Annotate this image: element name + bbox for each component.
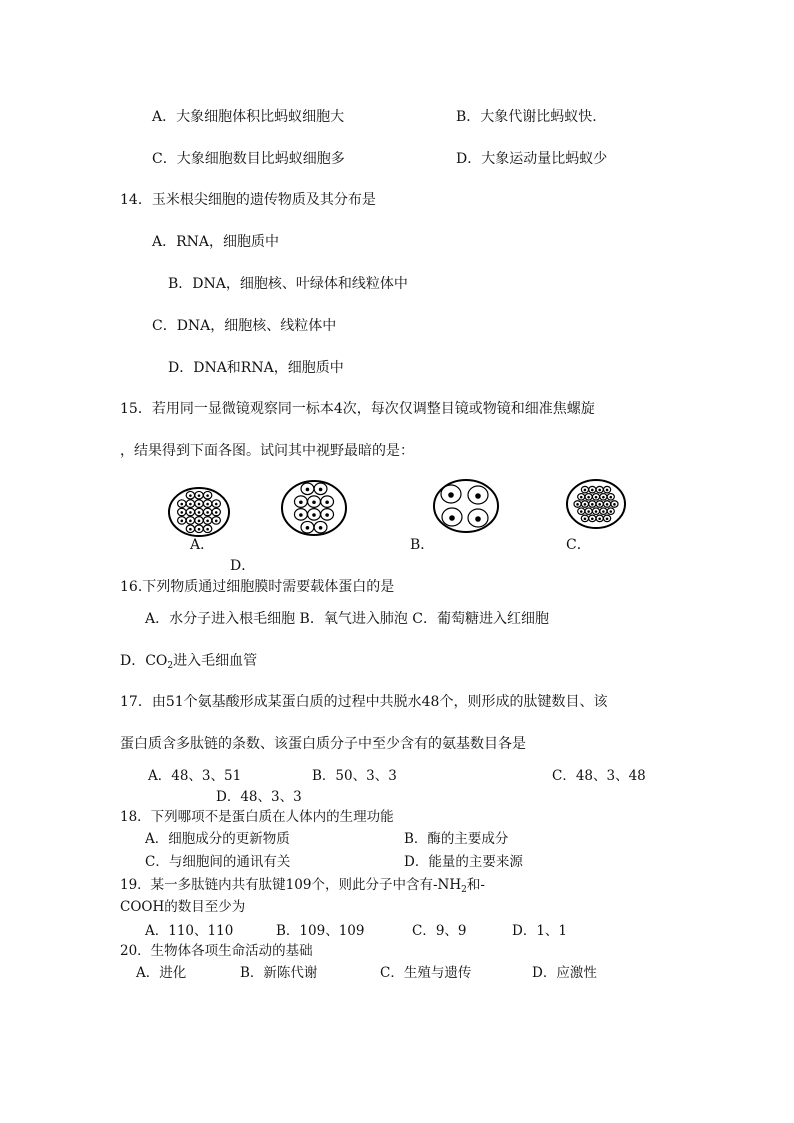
cell-nucleus	[198, 494, 201, 497]
q16-options-abc: A．水分子进入根毛细胞 B．氧气进入肺泡 C．葡萄糖进入红细胞	[145, 611, 550, 627]
cell-nucleus	[595, 496, 598, 499]
field-d	[282, 481, 346, 535]
q14-option-c: C．DNA，细胞核、线粒体中	[152, 318, 337, 334]
cell-nucleus	[595, 510, 598, 513]
q13-option-d: D．大象运动量比蚂蚁少	[456, 151, 608, 167]
q17-option-a: A．48、3、51	[148, 768, 242, 784]
q20-option-b: B．新陈代谢	[240, 965, 318, 981]
cell-nucleus	[215, 511, 218, 514]
cell-nucleus	[206, 503, 209, 506]
q18-option-c: C．与细胞间的通讯有关	[145, 854, 291, 870]
cell-nucleus	[613, 503, 616, 506]
cell-nucleus	[180, 511, 183, 514]
cell-nucleus	[580, 496, 583, 499]
cell-nucleus	[602, 496, 605, 499]
cell-nucleus	[591, 517, 594, 520]
cell-nucleus	[584, 503, 587, 506]
cell-nucleus	[299, 500, 303, 504]
cell-nucleus	[206, 511, 209, 514]
cell-nucleus	[580, 510, 583, 513]
q14-option-d: D．DNA和RNA，细胞质中	[168, 360, 344, 376]
q18-option-d: D．能量的主要来源	[404, 854, 523, 870]
cell-nucleus	[609, 510, 612, 513]
q20-option-a: A．进化	[136, 965, 187, 981]
cell-nucleus	[591, 489, 594, 492]
q20-stem: 20．生物体各项生命活动的基础	[120, 943, 313, 959]
cell-nucleus	[189, 511, 192, 514]
cell-nucleus	[325, 500, 329, 504]
q15-stem-line1: 15．若用同一显微镜观察同一标本4次，每次仅调整目镜或物镜和细准焦螺旋	[120, 401, 595, 417]
cell-nucleus	[475, 493, 481, 499]
cell-nucleus	[609, 496, 612, 499]
cell-nucleus	[215, 520, 218, 523]
cell-nucleus	[598, 517, 601, 520]
cell-nucleus	[475, 516, 481, 522]
q14-option-b: B．DNA，细胞核、叶绿体和线粒体中	[168, 276, 408, 292]
q19-stem-line1: 19．某一多肽链内共有肽键109个，则此分子中含有$-NH_2$和-	[120, 877, 485, 895]
q18-option-a: A．细胞成分的更新物质	[145, 831, 290, 847]
cell-nucleus	[325, 513, 329, 517]
q16-stem: 16.下列物质通过细胞膜时需要载体蛋白的是	[120, 579, 395, 595]
cell-nucleus	[198, 503, 201, 506]
cell-nucleus	[198, 520, 201, 523]
q17-option-b: B．50、3、3	[312, 768, 397, 784]
cell-nucleus	[606, 503, 609, 506]
cell-nucleus	[584, 489, 587, 492]
q13-option-c: C．大象细胞数目比蚂蚁细胞多	[152, 151, 345, 167]
q15-figure-label-c: C．	[566, 537, 591, 553]
cell-nucleus	[312, 513, 316, 517]
cell-nucleus	[198, 528, 201, 531]
cell-nucleus	[319, 488, 323, 492]
cell-nucleus	[449, 515, 455, 521]
cell-nucleus	[587, 510, 590, 513]
cell-nucleus	[306, 526, 310, 530]
cell-nucleus	[189, 528, 192, 531]
cell-nucleus	[189, 520, 192, 523]
q17-option-c: C．48、3、48	[552, 768, 646, 784]
q18-stem: 18．下列哪项不是蛋白质在人体内的生理功能	[120, 809, 394, 825]
cell-nucleus	[306, 488, 310, 492]
cell-nucleus	[299, 513, 303, 517]
cell-nucleus	[189, 503, 192, 506]
cell-nucleus	[602, 510, 605, 513]
cell-nucleus	[180, 520, 183, 523]
q14-option-a: A．RNA，细胞质中	[152, 234, 280, 250]
cell-nucleus	[606, 489, 609, 492]
q19-option-b: B．109、109	[276, 923, 365, 939]
q18-option-b: B．酶的主要成分	[404, 831, 509, 847]
q20-option-d: D．应激性	[532, 965, 597, 981]
q19-option-c: C．9、9	[412, 923, 467, 939]
q13-option-b: B．大象代谢比蚂蚁快.	[456, 109, 597, 125]
cell-nucleus	[180, 503, 183, 506]
cell-nucleus	[319, 526, 323, 530]
cell-nucleus	[448, 492, 454, 498]
field-c	[567, 480, 625, 528]
q17-option-d: D．48、3、3	[216, 789, 302, 805]
q19-option-a: A．110、110	[145, 923, 234, 939]
cell-nucleus	[215, 503, 218, 506]
cell-nucleus	[189, 494, 192, 497]
q14-stem: 14．玉米根尖细胞的遗传物质及其分布是	[120, 192, 376, 208]
cell-nucleus	[598, 489, 601, 492]
q13-option-a: A．大象细胞体积比蚂蚁细胞大	[152, 109, 345, 125]
q20-option-c: C．生殖与遗传	[380, 965, 472, 981]
q19-option-d: D．1、1	[512, 923, 568, 939]
field-a	[169, 488, 229, 536]
q15-figure-label-b: B．	[410, 537, 435, 553]
cell-nucleus	[584, 517, 587, 520]
q15-figure-label-a: A．	[190, 537, 215, 553]
cell-nucleus	[591, 503, 594, 506]
cell-nucleus	[206, 520, 209, 523]
q17-stem-line1: 17．由51个氨基酸形成某蛋白质的过程中共脱水48个，则形成的肽键数目、该	[120, 694, 608, 710]
q16-option-d: D．$CO_2$进入毛细血管	[120, 653, 258, 671]
cell-nucleus	[312, 500, 316, 504]
q15-figure-label-d: D．	[230, 558, 256, 574]
q17-stem-line2: 蛋白质含多肽链的条数、该蛋白质分子中至少含有的氨基数目各是	[120, 736, 526, 752]
cell-nucleus	[598, 503, 601, 506]
cell-nucleus	[576, 503, 579, 506]
cell-nucleus	[606, 517, 609, 520]
cell-nucleus	[198, 511, 201, 514]
cell-nucleus	[206, 528, 209, 531]
field-b	[434, 480, 498, 532]
cell-nucleus	[206, 494, 209, 497]
q19-stem-line2: COOH的数目至少为	[120, 899, 246, 915]
q15-stem-line2: ，结果得到下面各图。试问其中视野最暗的是：	[120, 443, 414, 459]
cell-nucleus	[587, 496, 590, 499]
